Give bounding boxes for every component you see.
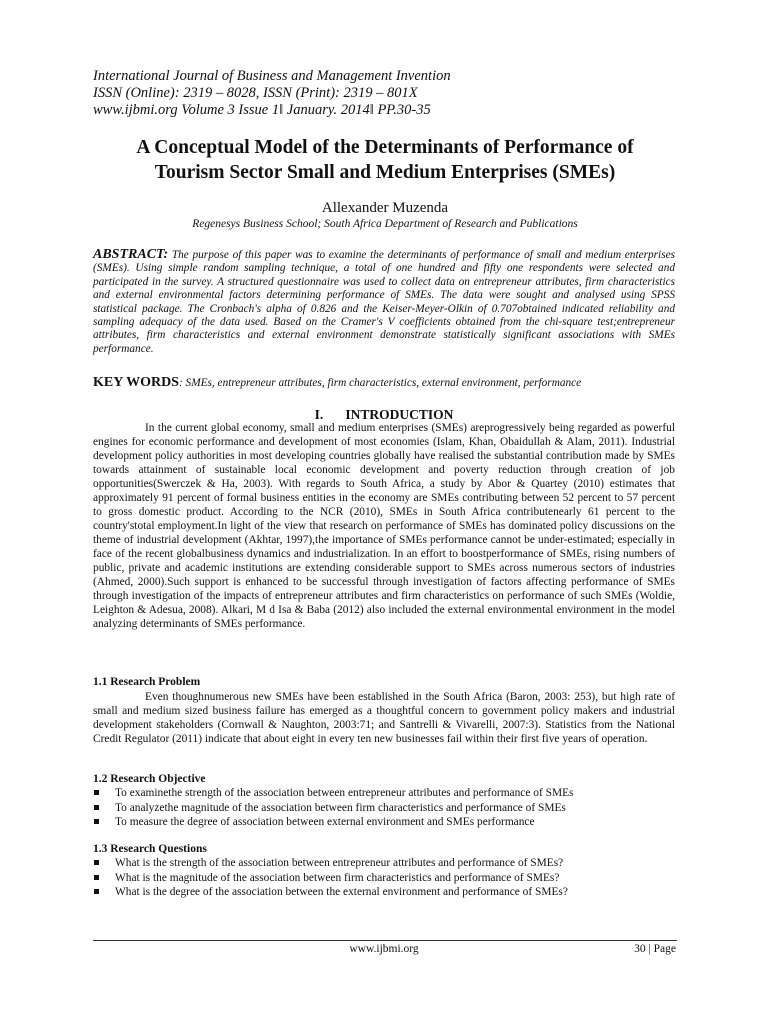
title-line-1: A Conceptual Model of the Determinants of Performance of (136, 137, 634, 158)
journal-issn: ISSN (Online): 2319 – 8028, ISSN (Print): 2319 – 801X (93, 85, 418, 101)
section-number: I. (314, 407, 324, 422)
list-item: What is the strength of the association between entrepreneur attributes and performance of SMEs? (93, 856, 675, 871)
research-problem-heading: 1.1 Research Problem (93, 676, 201, 688)
author-name: Allexander Muzenda (321, 200, 449, 216)
keywords-text: : SMEs, entrepreneur attributes, firm characteristics, external environment, performance (178, 377, 582, 389)
author-affiliation: Regenesys Business School; South Africa Department of Research and Publications (192, 218, 578, 230)
bullet-square-icon (94, 805, 99, 810)
abstract (93, 248, 675, 356)
title-line-2: Tourism Sector Small and Medium Enterprises (SMEs) (154, 162, 616, 183)
journal-header (93, 68, 693, 119)
list-item: What is the magnitude of the association between firm characteristics and performance of SMEs? (93, 871, 675, 886)
bullet-square-icon (94, 860, 99, 865)
bullet-square-icon (94, 790, 99, 795)
bullet-square-icon (94, 819, 99, 824)
research-objective-list (93, 786, 675, 830)
introduction-paragraph: In the current global economy, small and medium enterprises (SMEs) areprogressively being regarded as powerful engines for economic performance and development of most economies (Islam, Khan, Obaidullah & Alam, 2011). Industrial development policy authorities in most developing countries globally have realised the substantial contribution made by SMEs towards attainment of sustainable local economic development and poverty reduction through creation of job opportunities(Swerczek & Ha, 2003). With regards to South Africa, a study by Abor & Quartey (2010) estimates that approximately 91 percent of formal business entities in the economy are SMEs contributing between 52 percent to 57 percent to gross domestic product. According to the NCR (2010), SMEs in South Africa contributenearly 61 percent to the country'stotal employment.In light of the view that research on performance of SMEs has dominated policy discussions on the theme of industrial development (Akhtar, 1997),the importance of SMEs performance cannot be under-estimated; especially in face of the recent globalbusiness dynamics and industrialization. In an effort to boostperformance of SMEs, rising numbers of public, private and academic institutions are extending considerable support to SMEs across numerous sectors of industries (Ahmed, 2000).Such support is enhanced to be successful through investigation of factors affecting performance of SMEs through investigation of the impacts of entrepreneur attributes and firm characteristics on performance of such SMEs (Woldie, Leighton & Adesua, 2008). Alkari, M d Isa & Baba (2012) also included the external environmental environment in the model analyzing determinants of SMEs performance. (93, 422, 675, 630)
footer-divider (93, 940, 677, 941)
bullet-square-icon (94, 889, 99, 894)
list-item: What is the degree of the association between the external environment and performance of SMEs? (93, 885, 675, 900)
journal-volume: www.ijbmi.org Volume 3 Issue 1ǁ January. 2014ǁ PP.30-35 (93, 102, 431, 118)
keywords (93, 375, 675, 391)
list-item: To analyzethe magnitude of the association between firm characteristics and performance of SMEs (93, 801, 675, 816)
footer-page-number: 30 | Page (634, 943, 676, 955)
footer-url: www.ijbmi.org (349, 943, 419, 955)
keywords-label: KEY WORDS (93, 375, 179, 390)
research-questions-list (93, 856, 675, 900)
list-item: To measure the degree of association between external environment and SMEs performance (93, 815, 675, 830)
research-problem-paragraph: Even thoughnumerous new SMEs have been established in the South Africa (Baron, 2003: 253), but high rate of small and medium sized business failure has emerged as a thoughtful concern to government policy makers and industrial development stakeholders (Cornwall & Naughton, 2003:71; and Santrelli & Vivarelli, 2007:3). Statistics from the National Credit Regulator (2011) indicate that about eight in every ten new businesses fail within their first five years of operation. (93, 691, 675, 745)
abstract-label: ABSTRACT: (93, 247, 169, 262)
research-questions-heading: 1.3 Research Questions (93, 843, 207, 855)
section-title: INTRODUCTION (345, 407, 454, 422)
research-objective-heading: 1.2 Research Objective (93, 773, 206, 785)
journal-name: International Journal of Business and Management Invention (93, 68, 451, 84)
bullet-square-icon (94, 875, 99, 880)
abstract-text: The purpose of this paper was to examine the determinants of performance of small and medium enterprises (SMEs). Using simple random sampling technique, a total of one hundred and fifty one respondents were selected and participated in the survey. A structured questionnaire was used to collect data on entrepreneur attributes, firm characteristics and external environmental factors determining performance of SMEs. The data were sought and analysed using SPSS statistical package. The Cronbach's alpha of 0.826 and the Keiser-Meyer-Olkin of 0.707obtained indicated reliability and sampling adequacy of the data used. Based on the Cramer's V coefficients obtained from the chi-square test;entrepreneur attributes, firm characteristics and external environment demonstrate statistically significant associations with SMEs performance. (93, 249, 675, 355)
list-item: To examinethe strength of the association between entrepreneur attributes and performance of SMEs (93, 786, 675, 801)
paper-title (93, 135, 677, 185)
